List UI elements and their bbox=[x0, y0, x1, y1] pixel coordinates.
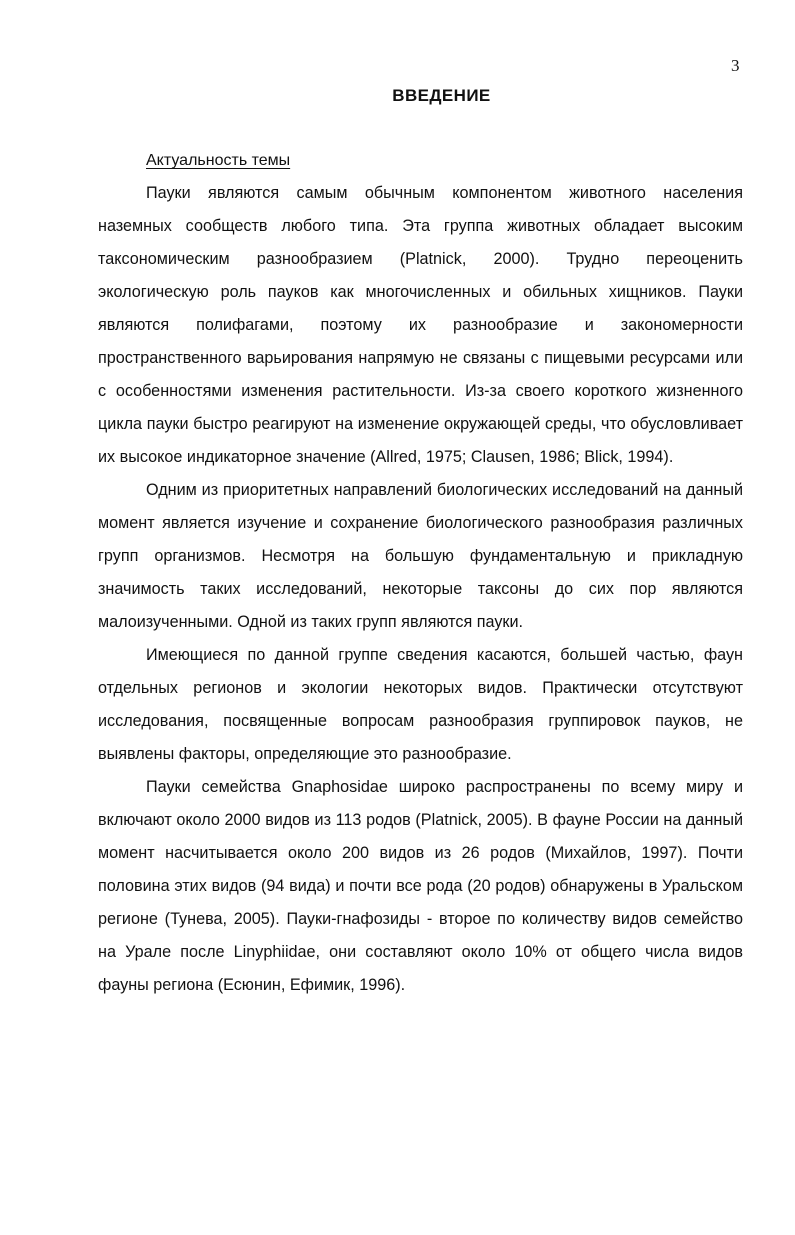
section-heading: Актуальность темы bbox=[146, 152, 291, 169]
page-number: 3 bbox=[731, 56, 740, 75]
page-title: ВВЕДЕНИЕ bbox=[392, 86, 491, 105]
paragraph: Одним из приоритетных направлений биологических исследований на данный момент является изучение и сохранение биологического разнообразия различных групп организмов. Несмотря на большую фундаментальную и прикладную значимость таких исследований, некоторые таксоны до сих пор являются малоизученными. Одной из таких групп являются пауки. bbox=[98, 481, 743, 631]
body-text bbox=[98, 177, 743, 1002]
paragraph: Пауки являются самым обычным компонентом животного населения наземных сообществ любого типа. Эта группа животных обладает высоким таксономическим разнообразием (Platnick, 2000). Трудно переоценить экологическую роль пауков как многочисленных и обильных хищников. Пауки являются полифагами, поэтому их разнообразие и закономерности пространственного варьирования напрямую не связаны с пищевыми ресурсами или с особенностями изменения растительности. Из-за своего короткого жизненного цикла пауки быстро реагируют на изменение окружающей среды, что обусловливает их высокое индикаторное значение (Allred, 1975; Clausen, 1986; Blick, 1994). bbox=[98, 184, 743, 466]
paragraph: Пауки семейства Gnaphosidae широко распространены по всему миру и включают около 2000 видов из 113 родов (Platnick, 2005). В фауне России на данный момент насчитывается около 200 видов из 26 родов (Михайлов, 1997). Почти половина этих видов (94 вида) и почти все рода (20 родов) обнаружены в Уральском регионе (Тунева, 2005). Пауки-гнафозиды - второе по количеству видов семейство на Урале после Linyphiidae, они составляют около 10% от общего числа видов фауны региона (Есюнин, Ефимик, 1996). bbox=[98, 778, 743, 994]
paragraph: Имеющиеся по данной группе сведения касаются, большей частью, фаун отдельных регионов и экологии некоторых видов. Практически отсутствуют исследования, посвященные вопросам разнообразия группировок пауков, не выявлены факторы, определяющие это разнообразие. bbox=[98, 646, 743, 763]
